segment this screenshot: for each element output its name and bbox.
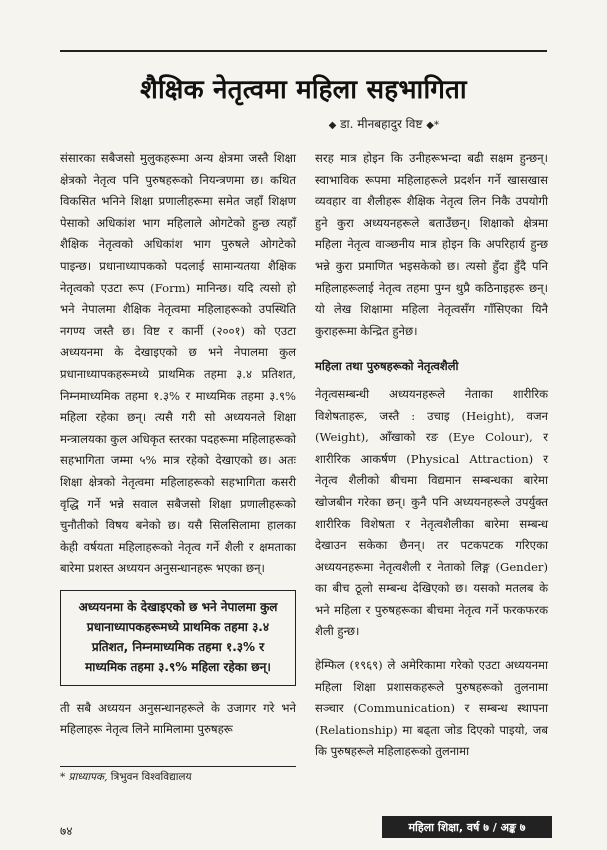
section-heading: महिला तथा पुरुषहरूको नेतृत्वशैली: [315, 359, 459, 374]
diamond-asterisk-icon: ◆*: [426, 120, 439, 131]
page-number: ७४: [60, 824, 73, 838]
right-column: [315, 148, 548, 763]
footnote-marker: *: [60, 771, 66, 783]
footnote-institution: त्रिभुवन विश्वविद्यालय: [110, 771, 192, 783]
right-paragraph-2: नेतृत्वसम्बन्धी अध्ययनहरूले नेताका शारीरिक विशेषताहरू, जस्तै : उचाइ (Height), वजन (Weight), आँखाको रङ (Eye Colour), र शारीरिक आकर्षण (Physical Attraction) र नेतृत्व शैलीको बीचमा विद्यमान सम्बन्धका बारेमा खोजबीन गरेका छन्। कुनै पनि अध्ययनहरूले उपर्युक्त शारीरिक विशेषता र नेतृत्वशैलीका बारेमा सम्बन्ध देखाउन सकेका छैनन्। तर पटकपटक गरिएका अध्ययनहरूमा नेतृत्वशैली र नेताको लिङ्ग (Gender) का बीच ठूलो सम्बन्ध देखिएको छ। यसको मतलब के भने महिला र पुरुषहरूका बीचमा नेतृत्व गर्ने फरकफरक शैली हुन्छ।: [315, 386, 548, 639]
left-column: [60, 148, 296, 741]
footnote: [60, 770, 192, 784]
footnote-rule: [60, 766, 296, 767]
author-line: [329, 115, 439, 132]
journal-title: महिला शिक्षा, वर्ष ७ / अङ्क ७: [408, 820, 526, 834]
diamond-icon: ◆: [328, 120, 337, 131]
right-paragraph-1: सरह मात्र होइन कि उनीहरूभन्दा बढी सक्षम हुन्छन्। स्वाभाविक रूपमा महिलाहरूले प्रदर्शन गर्ने खासखास व्यवहार वा शैलीहरू शैक्षिक नेतृत्व लिन निकै उपयोगी हुने कुरा अध्ययनहरूले बताउँछन्। शिक्षाको क्षेत्रमा महिला नेतृत्व वाञ्छनीय मात्र होइन कि अपरिहार्य हुन्छ भन्ने कुरा प्रमाणित भइसकेको छ। त्यसो हुँदा हुँदै पनि महिलाहरूलाई नेतृत्व तहमा पुग्न थुप्रै कठिनाइहरू छन्। यो लेख शिक्षामा महिला नेतृत्वसँग गाँसिएका यिनै कुराहरूमा केन्द्रित हुनेछ।: [315, 151, 548, 338]
footnote-role: प्राध्यापक,: [68, 771, 108, 783]
author-name: डा. मीनबहादुर विष्ट: [340, 117, 423, 131]
journal-footer: [382, 816, 552, 838]
right-paragraph-3: हेम्फिल (१९६९) ले अमेरिकामा गरेको एउटा अध्ययनमा महिला शिक्षा प्रशासकहरूले पुरुषहरूको तुलनामा सञ्चार (Communication) र सम्बन्ध स्थापना (Relationship) मा बढ्ता जोड दिएको पाइयो, जब कि पुरुषहरूले महिलाहरूको तुलनामा: [315, 658, 548, 759]
paragraph-spacer: [315, 643, 548, 655]
pull-quote: अध्ययनमा के देखाइएको छ भने नेपालमा कुल प्रधानाध्यापकहरूमध्ये प्राथमिक तहमा ३.४ प्रतिशत, निम्नमाध्यमिक तहमा १.३% र माध्यमिक तहमा ३.९% महिला रहेका छन्।: [60, 590, 296, 686]
left-paragraph-1: संसारका सबैजसो मुलुकहरूमा अन्य क्षेत्रमा जस्तै शिक्षा क्षेत्रको नेतृत्व पनि पुरुषहरूको नियन्त्रणमा छ। कथित विकसित भनिने शिक्षा प्रणालीहरूमा समेत जहाँ शिक्षण पेसाको अधिकांश भाग महिलाले ओगटेको हुन्छ त्यहाँ शैक्षिक नेतृत्वको अधिकांश भाग पुरुषले ओगटेको पाइन्छ। प्रधानाध्यापकको पदलाई सामान्यतया शैक्षिक नेतृत्वको एउटा रूप (Form) मानिन्छ। यदि त्यसो हो भने नेपालमा शैक्षिक नेतृत्वमा महिलाहरूको उपस्थिति नगण्य जस्तै छ। विष्ट र कार्नी (२००१) को एउटा अध्ययनमा के देखाइएको छ भने नेपालमा कुल प्रधानाध्यापकहरूमध्ये प्राथमिक तहमा ३.४ प्रतिशत, निम्नमाध्यमिक तहमा १.३% र माध्यमिक तहमा ३.९% महिला रहेका छन्। त्यसै गरी सो अध्ययनले शिक्षा मन्त्रालयका कुल अधिकृत स्तरका पदहरूमा महिलाहरूको सहभागिता जम्मा ५% मात्र रहेको देखाएको छ। अतः शिक्षा क्षेत्रको नेतृत्वमा महिलाहरूको सहभागिता कसरी वृद्धि गर्ने भन्ने सवाल सबैजसो शिक्षा प्रणालीहरूको चुनौतीको विषय बनेको छ। यसै सिलसिलामा हालका केही वर्षयता महिलाहरूको नेतृत्व गर्ने शैली र क्षमताका बारेमा प्रशस्त अध्ययन अनुसन्धानहरू भएका छन्।: [60, 151, 296, 576]
top-rule: [60, 50, 547, 52]
article-title: शैक्षिक नेतृत्वमा महिला सहभागिता: [140, 75, 467, 105]
left-paragraph-2: ती सबै अध्ययन अनुसन्धानहरूले के उजागर गरे भने महिलाहरू नेतृत्व लिने मामिलामा पुरुषहरू: [60, 700, 296, 737]
